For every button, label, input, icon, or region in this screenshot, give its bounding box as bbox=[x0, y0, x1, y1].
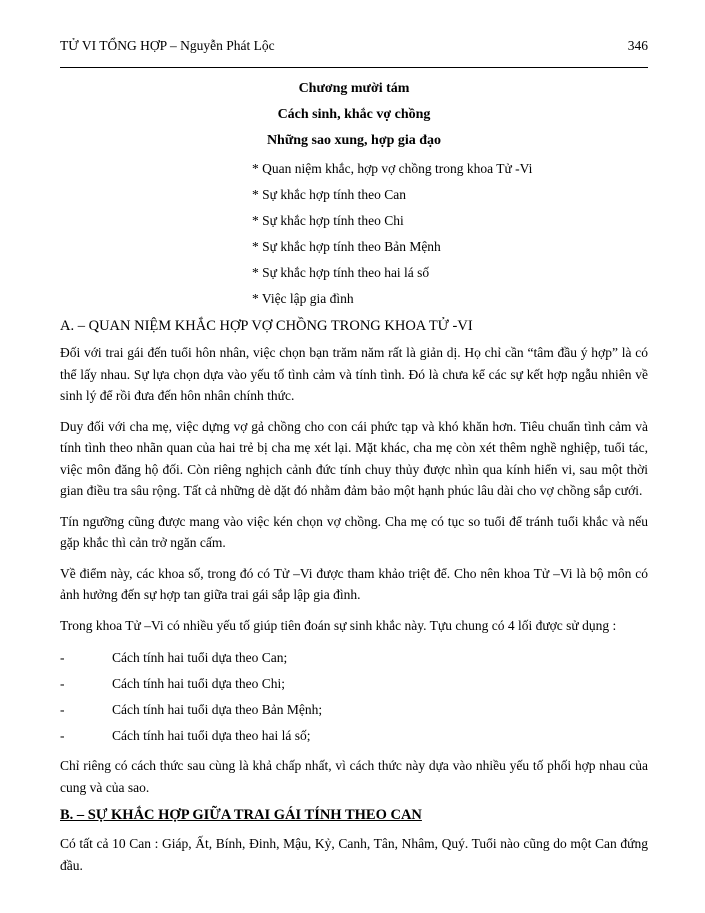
topic-item: * Sự khắc hợp tính theo Can bbox=[252, 187, 406, 202]
paragraph: Duy đối với cha mẹ, việc dựng vợ gả chồng cho con cái phức tạp và khó khăn hơn. Tiêu chuẩn tình cảm và tính tình theo nhãn quan của hai trẻ bị cha mẹ xét lại. Mặt khác, cha mẹ còn xét thêm nghề nghiệp, tuổi tác, việc môn đăng hộ đối. Còn riêng nghịch cảnh đức tính chuy thủy được nhìn qua kính hiển vi, sau một thời gian điều tra sâu rộng. Tất cả những dè dặt đó nhằm đảm bảo một hạnh phúc lâu dài cho vợ chồng sắp cưới. bbox=[60, 418, 648, 498]
list-item-text: Cách tính hai tuổi dựa theo hai lá số; bbox=[112, 728, 311, 743]
topic-item: * Việc lập gia đình bbox=[252, 291, 354, 306]
book-title: TỬ VI TỔNG HỢP – Nguyễn Phát Lộc bbox=[60, 38, 275, 53]
list-item-text: Cách tính hai tuổi dựa theo Can; bbox=[112, 650, 288, 665]
dash-bullet: - bbox=[60, 650, 65, 665]
topic-item: * Sự khắc hợp tính theo Chi bbox=[252, 213, 404, 228]
paragraph: Có tất cả 10 Can : Giáp, Ất, Bính, Đinh, Mậu, Kỷ, Canh, Tân, Nhâm, Quý. Tuổi nào cũng do một Can đứng đầu. bbox=[60, 836, 648, 873]
topic-item: * Quan niệm khắc, hợp vợ chồng trong khoa Tử -Vi bbox=[252, 161, 533, 176]
paragraph: Về điểm này, các khoa số, trong đó có Tử –Vi được tham khảo triệt để. Cho nên khoa Tử –Vi là bộ môn có ảnh hưởng đến sự hợp tan giữa trai gái sắp lập gia đình. bbox=[60, 565, 648, 602]
section-b-heading: B. – SỰ KHẮC HỢP GIỮA TRAI GÁI TÍNH THEO CAN bbox=[60, 807, 422, 823]
list-item bbox=[60, 723, 648, 749]
list-item-text: Cách tính hai tuổi dựa theo Chi; bbox=[112, 676, 286, 691]
dash-bullet: - bbox=[60, 728, 65, 743]
list-item bbox=[60, 697, 648, 723]
list-item bbox=[60, 645, 648, 671]
method-list bbox=[60, 645, 648, 749]
chapter-title-line1: Chương mười tám bbox=[298, 81, 410, 96]
dash-bullet: - bbox=[60, 676, 65, 691]
list-item bbox=[60, 671, 648, 697]
paragraph: Trong khoa Tử –Vi có nhiều yếu tố giúp tiên đoán sự sinh khắc này. Tựu chung có 4 lối được sử dụng : bbox=[60, 617, 617, 633]
chapter-title-line3: Những sao xung, hợp gia đạo bbox=[266, 133, 442, 148]
page-number: 346 bbox=[627, 38, 648, 53]
chapter-topic-list bbox=[252, 156, 648, 312]
paragraph: Đối với trai gái đến tuổi hôn nhân, việc chọn bạn trăm năm rất là giản dị. Họ chỉ cần “tâm đầu ý hợp” là có thể lấy nhau. Sự lựa chọn dựa vào yếu tố tình cảm và tính tình. Đó là chưa kể các sự kết hợp ngẫu nhiên về sinh lý để rồi đưa đến hôn nhân chính thức. bbox=[60, 345, 648, 403]
topic-item: * Sự khắc hợp tính theo hai lá số bbox=[252, 265, 430, 280]
chapter-title-line2: Cách sinh, khắc vợ chồng bbox=[277, 107, 431, 122]
paragraph: Tín ngưỡng cũng được mang vào việc kén chọn vợ chồng. Cha mẹ có tục so tuổi để tránh tuổi khắc và nếu gặp khắc thì cản trở ngăn cấm. bbox=[60, 513, 648, 550]
list-item-text: Cách tính hai tuổi dựa theo Bản Mệnh; bbox=[112, 702, 323, 717]
paragraph: Chỉ riêng có cách thức sau cùng là khả chấp nhất, vì cách thức này dựa vào nhiều yếu tố phối hợp nhau của cung và của sao. bbox=[60, 758, 648, 795]
page-header bbox=[60, 38, 648, 68]
section-a-heading: A. – QUAN NIỆM KHẮC HỢP VỢ CHỒNG TRONG KHOA TỬ -VI bbox=[60, 318, 473, 334]
chapter-heading bbox=[60, 76, 648, 154]
dash-bullet: - bbox=[60, 702, 65, 717]
topic-item: * Sự khắc hợp tính theo Bản Mệnh bbox=[252, 239, 441, 254]
